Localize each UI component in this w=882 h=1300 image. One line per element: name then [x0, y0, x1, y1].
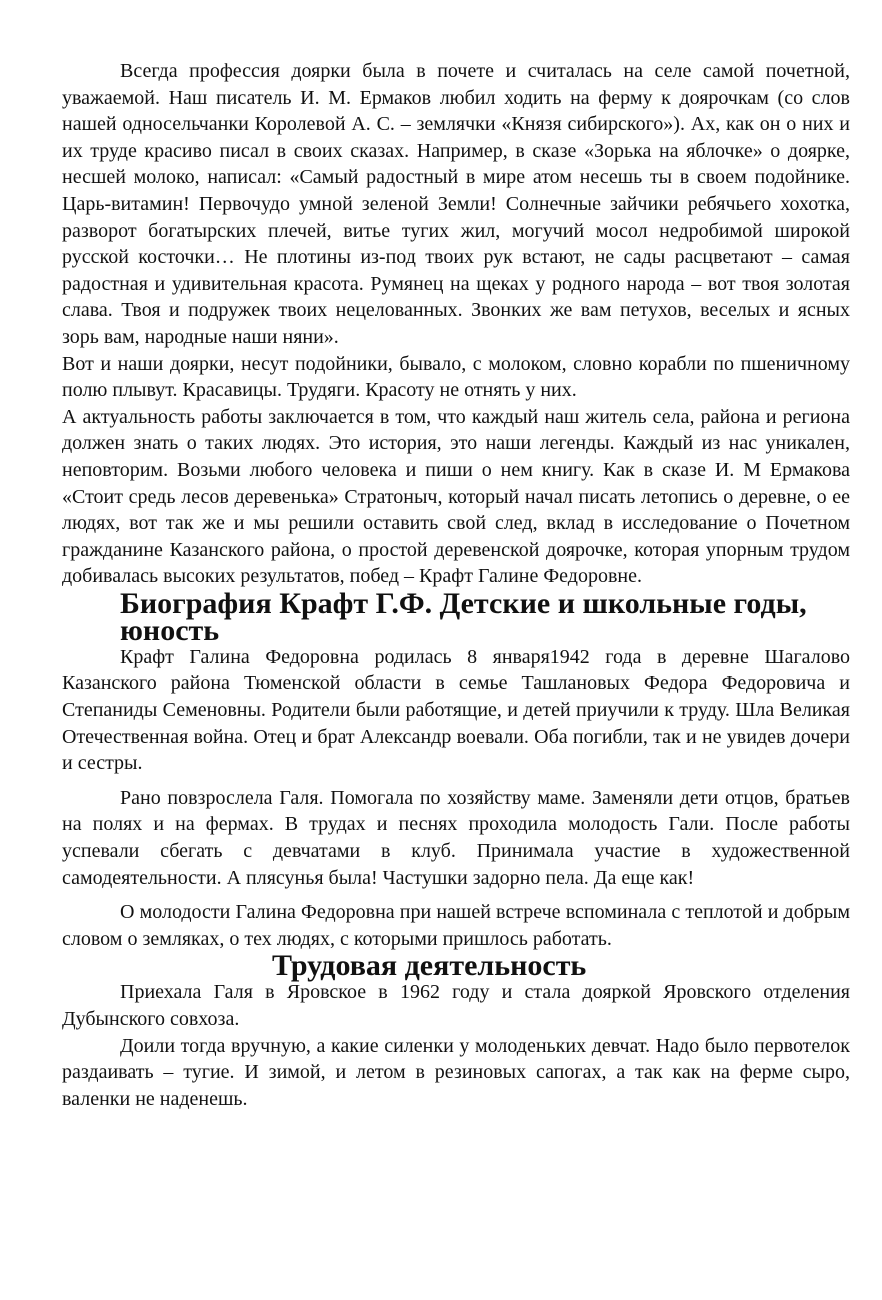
paragraph-arrival: Приехала Галя в Яровское в 1962 году и стала дояркой Яровского отделения Дубынского совхоза.	[62, 981, 850, 1030]
paragraph-milking: Доили тогда вручную, а какие силенки у молоденьких девчат. Надо было первотелок раздаивать – тугие. И зимой, и летом в резиновых сапогах, а так как на ферме сыро, валенки не наденешь.	[62, 1034, 850, 1110]
heading-work: Трудовая деятельность	[272, 949, 587, 983]
paragraph-relevance: А актуальность работы заключается в том, что каждый наш житель села, района и региона должен знать о таких людях. Это история, это наши легенды. Каждый из нас уникален, неповторим. Возьми любого человека и пиши о нем книгу. Как в сказе И. М Ермакова «Стоит средь лесов деревенька» Стратоныч, который начал писать летопись о деревне, о ее людях, вот так же и мы решили оставить свой след, вклад в исследование о Почетном гражданине Казанского района, о простой деревенской доярочке, которая упорным трудом добивалась высоких результатов, побед – Крафт Галине Федоровне.	[62, 405, 850, 588]
paragraph-dairymaid-profession: Всегда профессия доярки была в почете и считалась на селе самой почетной, уважаемой. Наш писатель И. М. Ермаков любил ходить на ферму к доярочкам (со слов нашей односельчанки Королевой А. С. – землячки «Князя сибирского»). Ах, как он о них и их труде красиво писал в своих сказах. Например, в сказе «Зорька на яблочке» о доярке, несшей молоко, написал: «Самый радостный в мире атом несешь ты в своем подойнике. Царь-витамин! Первочудо умной зеленой Земли! Солнечные зайчики ребячьего хохотка, разворот богатырских плечей, витье тугих жил, могучий мосол недробимой широкой русской косточки… Не плотины из-под твоих рук встают, не сады расцветают – самая радостная и удивительная красота. Румянец на щеках у родного народа – вот твоя золотая слава. Твоя и подружек твоих нецелованных. Звонких же вам петухов, веселых и ясных зорь вам, народные наши няни».	[62, 60, 850, 348]
paragraph-memories: О молодости Галина Федоровна при нашей встрече вспоминала с теплотой и добрым словом о земляках, о тех людях, с которыми пришлось работать.	[62, 901, 850, 950]
paragraph-milkmaids-ships: Вот и наши доярки, несут подойники, бывало, с молоком, словно корабли по пшеничному полю плывут. Красавицы. Трудяги. Красоту не отнять у них.	[62, 352, 850, 402]
paragraph-birth: Крафт Галина Федоровна родилась 8 января1942 года в деревне Шагалово Казанского района Тюменской области в семье Ташлановых Федора Федоровича и Степаниды Семеновны. Родители были работящие, и детей приучили к труду. Шла Великая Отечественная война. Отец и брат Александр воевали. Оба погибли, так и не увидев дочери и сестры.	[62, 645, 850, 775]
heading-biography: Биография Крафт Г.Ф. Детские и школьные годы, юность	[120, 586, 807, 647]
document-page	[62, 58, 850, 1112]
paragraph-youth: Рано повзрослела Галя. Помогала по хозяйству маме. Заменяли дети отцов, братьев на полях и на фермах. В трудах и песнях проходила молодость Гали. После работы успевали сбегать с девчатами в клуб. Принимала участие в художественной самодеятельности. А плясунья была! Частушки задорно пела. Да еще как!	[62, 786, 850, 889]
